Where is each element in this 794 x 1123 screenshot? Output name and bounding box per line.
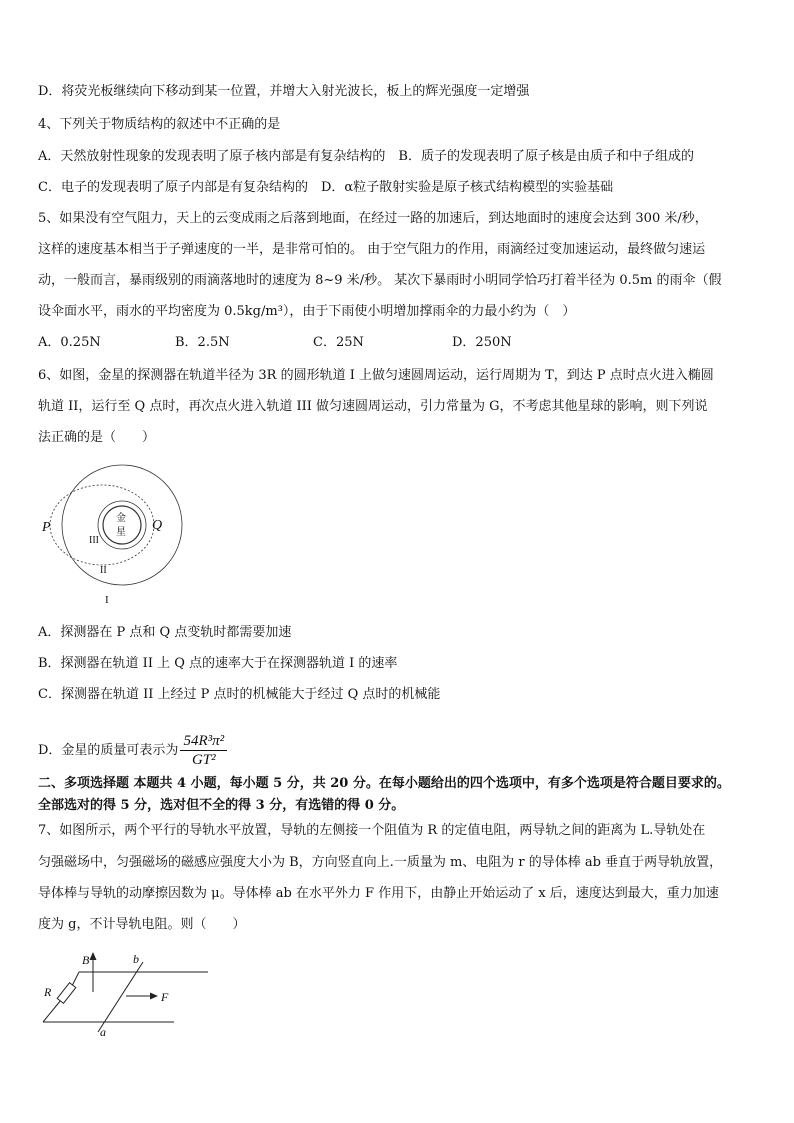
q6-option-a: A．探测器在 P 点和 Q 点变轨时都需要加速 xyxy=(38,625,292,640)
q7-stem-line2: 匀强磁场中，匀强磁场的磁感应强度大小为 B，方向竖直向上.一质量为 m、电阻为 r 的导体棒 ab 垂直于两导轨放置， xyxy=(38,855,723,870)
q5-stem-line4: 设伞面水平，雨水的平均密度为 0.5kg/m³），由于下雨使小明增加撑雨伞的力最小约为（ ） xyxy=(38,304,576,319)
q6-option-c: C．探测器在轨道 II 上经过 P 点时的机械能大于经过 Q 点时的机械能 xyxy=(38,687,441,702)
q5-option-b: B．2.5N xyxy=(175,335,230,350)
orbit-ii-label: II xyxy=(100,565,107,576)
q4-options-ab: A．天然放射性现象的发现表明了原子核内部是有复杂结构的 B．质子的发现表明了原子核是由质子和中子组成的 xyxy=(38,149,694,164)
q7-stem-line1: 7、如图所示，两个平行的导轨水平放置，导轨的左侧接一个阻值为 R 的定值电阻，两导轨之间的距离为 L.导轨处在 xyxy=(38,823,706,838)
force-arrowhead xyxy=(150,993,158,1000)
q6-option-d-text: D．金星的质量可表示为 xyxy=(38,743,179,758)
section2-heading-line1: 二、多项选择题 本题共 4 小题，每小题 5 分，共 20 分。在每小题给出的四个选项中，有多个选项是符合题目要求的。 xyxy=(38,776,730,791)
label-f: F xyxy=(161,990,169,1004)
venus-planet xyxy=(103,506,141,544)
label-r: R xyxy=(44,985,52,999)
rail-figure xyxy=(38,950,218,1040)
section2-heading-line2: 全部选对的得 5 分，选对但不全的得 3 分，有选错的得 0 分。 xyxy=(38,798,405,813)
orbit-figure xyxy=(38,463,198,613)
orbit-i-label: I xyxy=(105,594,109,606)
q5-option-a: A．0.25N xyxy=(38,335,101,350)
q4-stem: 4、下列关于物质结构的叙述中不正确的是 xyxy=(38,117,281,132)
orbit-i xyxy=(62,465,182,585)
q7-stem-line3: 导体棒与导轨的动摩擦因数为 μ。导体棒 ab 在水平外力 F 作用下，由静止开始运动了 x 后，速度达到最大，重力加速 xyxy=(38,886,719,901)
q4-options-cd: C．电子的发现表明了原子内部是有复杂结构的 D．α粒子散射实验是原子核式结构模型的实验基础 xyxy=(38,180,614,195)
q6-stem-line2: 轨道 II，运行至 Q 点时，再次点火进入轨道 III 做匀速圆周运动，引力常量为 G，不考虑其他星球的影响，则下列说 xyxy=(38,399,708,414)
label-a-end: a xyxy=(100,1025,106,1039)
q6-stem-line1: 6、如图，金星的探测器在轨道半径为 3R 的圆形轨道 I 上做匀速圆周运动，运行周期为 T，到达 P 点时点火进入椭圆 xyxy=(38,368,714,383)
q3-option-d: D．将荧光板继续向下移动到某一位置，并增大入射光波长，板上的辉光强度一定增强 xyxy=(38,84,530,99)
venus-label-2: 星 xyxy=(116,527,126,538)
q5-stem-line1: 5、如果没有空气阻力，天上的云变成雨之后落到地面，在经过一路的加速后，到达地面时的速度会达到 300 米/秒， xyxy=(38,211,708,226)
q6-option-b: B．探测器在轨道 II 上 Q 点的速率大于在探测器轨道 I 的速率 xyxy=(38,656,398,671)
point-p-label: P xyxy=(42,520,51,535)
orbit-ii xyxy=(50,485,154,565)
venus-label-1: 金 xyxy=(116,513,126,524)
resistor xyxy=(57,983,76,1004)
mass-formula xyxy=(180,733,227,768)
formula-numerator: 54R³π² xyxy=(180,733,227,751)
q7-stem-line4: 度为 g，不计导轨电阻。则（ ） xyxy=(38,917,246,932)
point-q-label: Q xyxy=(152,518,163,533)
q5-stem-line3: 动，一般而言，暴雨级别的雨滴落地时的速度为 8~9 米/秒。 某次下暴雨时小明同学恰巧打着半径为 0.5m 的雨伞（假 xyxy=(38,273,722,288)
magnetic-field-arrowhead xyxy=(90,952,97,960)
formula-denominator: GT² xyxy=(191,752,216,768)
label-b-end: b xyxy=(133,952,139,966)
orbit-iii xyxy=(98,501,146,549)
q6-stem-line3: 法正确的是（ ） xyxy=(38,430,156,445)
q5-option-c: C．25N xyxy=(313,335,364,350)
q6-option-d xyxy=(38,733,227,768)
q5-option-d: D．250N xyxy=(452,335,512,350)
label-b-field: B xyxy=(82,953,90,967)
orbit-iii-label: III xyxy=(89,535,99,546)
q5-stem-line2: 这样的速度基本相当于子弹速度的一半，是非常可怕的。 由于空气阻力的作用，雨滴经过变加速运动，最终做匀速运 xyxy=(38,242,706,257)
